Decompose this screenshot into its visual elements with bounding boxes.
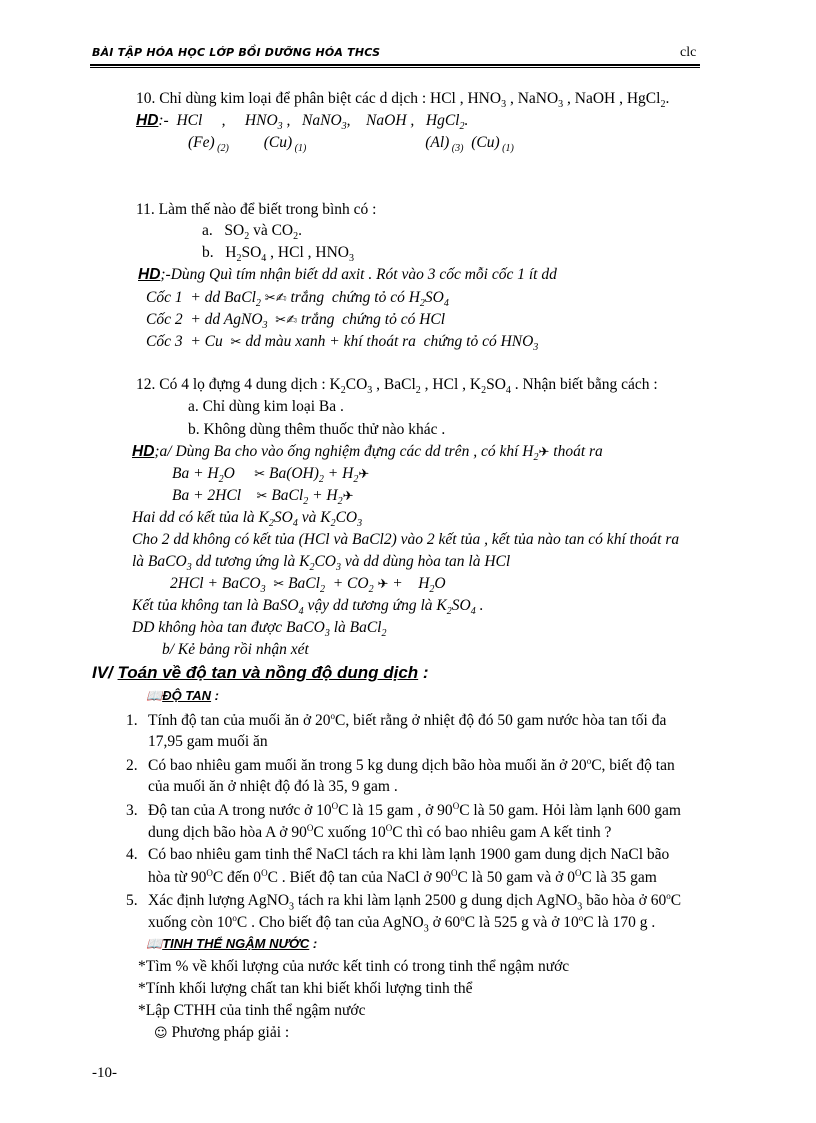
section-title: Toán về độ tan và nồng độ dung dịch (117, 663, 419, 682)
q11-line-2: Cốc 2 + dd AgNO$_3$ ✂✍ trắng chứng tỏ có HCl (146, 311, 446, 332)
list-item-2: 2. Có bao nhiêu gam muối ăn trong 5 kg dung dịch bão hòa muối ăn ở 20$^o$C, biết độ tan (126, 756, 675, 775)
item-number: 4. (126, 846, 138, 863)
q11-line-1: Cốc 1 + dd BaCl$_2$ ✂✍ trắng chứng tỏ có $H_2SO_4$ (146, 289, 449, 310)
q12-option-a: a. Chỉ dùng kim loại Ba . (188, 398, 344, 415)
item-number: 5. (126, 892, 138, 910)
scissors-icon: ✂ (230, 335, 242, 350)
smiley-icon: ☺ (154, 1026, 168, 1041)
bullet-item-2: *Tính khối lượng chất tan khi biết khối lượng tinh thể (138, 980, 473, 997)
hd-label: HD (138, 266, 161, 283)
list-item-4: 4. Có bao nhiêu gam tinh thể NaCl tách ra khi làm lạnh 1900 gam dung dịch NaCl bão (126, 846, 670, 863)
writing-hand-icon: ✍ (275, 291, 287, 306)
q11-option-a: a. $SO_2$ và $CO_2$. (202, 222, 302, 243)
hd-colon: :- (158, 112, 169, 129)
subsection-hydrate (146, 936, 317, 952)
item-1-line-1: Tính độ tan của muối ăn ở 20$^o$C, biết rằng ở nhiệt độ đó 50 gam nước hòa tan tối đa (148, 711, 667, 730)
q11-hd (138, 266, 557, 284)
list-item-1-cont: 17,95 gam muối ăn (148, 733, 268, 750)
item-number: 2. (126, 757, 138, 775)
q12-equation-3: 2HCl + BaCO$_3$ ✂ BaCl$_2$ + $CO_2$ ✈ + $H_2O$ (170, 575, 446, 596)
subsection-solubility (146, 688, 219, 704)
running-header-tag: clc (680, 45, 697, 60)
q11-question: 11. Làm thế nào để biết trong bình có : (136, 201, 377, 218)
bullet-item-3: *Lập CTHH của tinh thể ngậm nước (138, 1002, 366, 1019)
q12-option-b: b. Không dùng thêm thuốc thử nào khác . (188, 421, 446, 438)
subsection-colon: : (309, 936, 318, 951)
q12-equation-1: $Ba + H_2O$ ✂ $Ba(OH)_2$ + $H_2✈$ (172, 465, 370, 486)
subsection-colon: : (211, 688, 220, 703)
q10-hd-row2: (Fe) $_{(2)}$ (Cu) $_{(1)}$ (Al) $_{(3)}$ (Cu) $_{(1)}$ (188, 134, 514, 155)
airplane-icon: ✈ (358, 467, 370, 482)
list-item-5: 5. Xác định lượng AgNO$_3$ tách ra khi làm lạnh 2500 g dung dịch AgNO$_3$ bão hòa ở 60$^o$C (126, 891, 682, 913)
list-item-4-cont: hòa từ $90^OC$ đến $0^OC$ . Biết độ tan của NaCl ở $90^OC$ là 50 gam và ở $0^OC$ là 35 gam (148, 868, 657, 887)
q12-equation-2: Ba + 2HCl ✂ BaCl$_2$ + $H_2✈$ (172, 487, 354, 508)
hd-label: HD (132, 443, 155, 460)
page-number: -10- (92, 1065, 117, 1081)
q12-hd: HD;a/ Dùng Ba cho vào ống nghiệm đựng các dd trên , có khí $H_2✈$ thoát ra (132, 443, 603, 464)
q11-line-3: Cốc 3 + Cu ✂ dd màu xanh + khí thoát ra chứng tỏ có $HNO_3$ (146, 333, 539, 354)
open-book-icon: 📖 (146, 937, 163, 952)
list-item-1 (126, 711, 666, 730)
scissors-icon: ✂ (254, 467, 266, 482)
list-item-3-cont: dung dịch bão hòa A ở $90^OC$ xuống $10^OC$ thì có bao nhiêu gam A kết tinh ? (148, 823, 612, 842)
item-number: 3. (126, 802, 138, 820)
q12-line-6: b/ Kẻ bảng rồi nhận xét (162, 641, 309, 658)
open-book-icon: 📖 (146, 689, 163, 704)
scissors-icon: ✂ (264, 291, 276, 306)
q12-question: 12. Có 4 lọ đựng 4 dung dịch : $K_2CO_3$ , BaCl$_2$ , HCl , $K_2SO_4$ . Nhận biết bằng cách : (136, 376, 658, 397)
section-colon: : (418, 663, 429, 682)
q11-hd-text: ;-Dùng Quì tím nhận biết dd axit . Rót vào 3 cốc mỗi cốc 1 ít dd (160, 266, 557, 283)
item-number: 1. (126, 712, 138, 730)
header-rule (90, 64, 700, 68)
writing-hand-icon: ✍ (286, 313, 298, 328)
method-label: Phương pháp giải : (171, 1024, 290, 1041)
subsection-hydrate-title: TINH THỂ NGẬM NƯỚC (162, 936, 310, 951)
list-item-2-cont: của muối ăn ở nhiệt độ đó là 35, 9 gam . (148, 778, 398, 795)
airplane-icon: ✈ (538, 445, 550, 460)
q10-question: 10. Chỉ dùng kim loại để phân biệt các d dịch : HCl , $HNO_3$ , NaNO$_3$ , NaOH , HgCl$_2$. (136, 90, 670, 111)
q10-hd-row1: HD:- HCl , $HNO_3$ , NaNO$_3$, NaOH , HgCl$_2$. (136, 112, 469, 133)
hd-label: HD (136, 112, 159, 129)
section-iv-heading (92, 663, 429, 683)
running-header-title: BÀI TẬP HÓA HỌC LỚP BỒI DƯỠNG HÓA THCS (92, 46, 381, 59)
q12-line-4: Kết tủa không tan là BaSO$_4$ vậy dd tương ứng là $K_2SO_4$ . (132, 597, 484, 618)
q12-line-2: Cho 2 dd không có kết tủa (HCl và BaCl2) vào 2 kết tủa , kết tủa nào tan có khí thoát ra (132, 531, 680, 548)
section-numeral: IV/ (92, 663, 113, 682)
q12-line-1: Hai dd có kết tủa là $K_2SO_4$ và $K_2CO_3$ (132, 509, 363, 530)
bullet-item-1: *Tìm % về khối lượng của nước kết tinh có trong tinh thể ngậm nước (138, 958, 570, 975)
airplane-icon: ✈ (377, 577, 389, 592)
list-item-5-cont: xuống còn 10$^o$C . Cho biết độ tan của AgNO$_3$ ở 60$^o$C là 525 g và ở 10$^o$C là 170 g . (148, 913, 656, 935)
airplane-icon: ✈ (342, 489, 354, 504)
subsection-solubility-title: ĐỘ TAN (162, 688, 212, 703)
scissors-icon: ✂ (273, 577, 285, 592)
scissors-icon: ✂ (275, 313, 287, 328)
method-line (154, 1024, 289, 1042)
scissors-icon: ✂ (256, 489, 268, 504)
q12-line-3: là BaCO$_3$ dd tương ứng là $K_2CO_3$ và dd dùng hòa tan là HCl (132, 553, 511, 574)
q11-option-b: b. $H_2SO_4$ , HCl , $HNO_3$ (202, 244, 354, 265)
q12-line-5: DD không hòa tan được BaCO$_3$ là BaCl$_2$ (132, 619, 387, 640)
list-item-3: 3. Độ tan của A trong nước ở $10^OC$ là 15 gam , ở $90^OC$ là 50 gam. Hỏi làm lạnh 600 gam (126, 801, 681, 820)
